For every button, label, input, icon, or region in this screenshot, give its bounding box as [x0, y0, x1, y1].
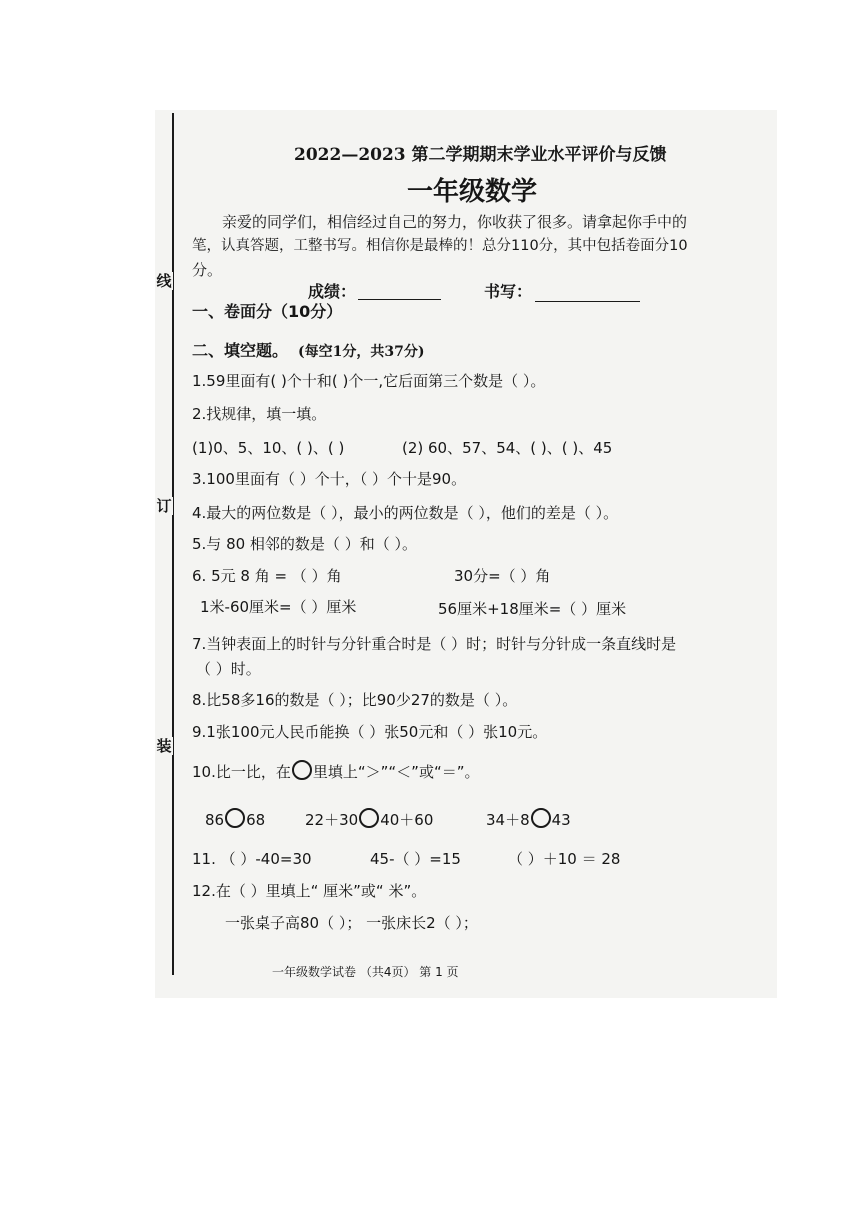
question-6d: 56厘米+18厘米=（ ）厘米 [438, 600, 627, 618]
question-10-prefix: 10.比一比，在 [192, 763, 291, 781]
question-8: 8.比58多16的数是（ ）；比90少27的数是（ ）。 [192, 691, 518, 709]
question-12: 12.在（ ）里填上“ 厘米”或“ 米”。 [192, 882, 427, 900]
question-4: 4.最大的两位数是（ ），最小的两位数是（ ），他们的差是（ ）。 [192, 504, 619, 522]
compare-circle-icon [292, 760, 312, 780]
compare-item-1 [205, 808, 265, 830]
intro-line-1: 亲爱的同学们，相信经过自己的努力，你收获了很多。请拿起你手中的 [222, 213, 688, 231]
question-12a: 一张桌子高80（ ）； 一张床长2（ ）； [225, 914, 478, 932]
writing-label: 书写： [484, 282, 533, 301]
compare-item-3 [486, 808, 571, 830]
question-11c: （ ）＋10 ＝ 28 [508, 850, 621, 868]
question-10 [192, 760, 480, 782]
compare-1-right: 68 [246, 811, 266, 829]
binding-line [172, 113, 174, 975]
compare-1-left: 86 [205, 811, 225, 829]
exam-title: 2022—2023 第二学期期末学业水平评价与反馈 [294, 145, 667, 165]
section-2-title: 二、填空题。 [192, 341, 289, 360]
question-2: 2.找规律，填一填。 [192, 405, 327, 423]
question-10-suffix: 里填上“＞”“＜”或“＝”。 [312, 763, 480, 781]
binding-mark-bottom: 装 [156, 737, 172, 755]
score-field[interactable] [358, 299, 441, 300]
section-1-title: 一、卷面分（10分） [192, 302, 343, 321]
question-11b: 45-（ ）=15 [370, 850, 461, 868]
compare-3-left: 34＋8 [486, 811, 530, 829]
question-2-part-1: (1)0、5、10、( )、( ) [192, 439, 345, 457]
compare-2-circle[interactable] [359, 808, 379, 828]
question-6b: 30分=（ ）角 [454, 567, 551, 585]
compare-2-left: 22＋30 [305, 811, 359, 829]
question-7-line-2: （ ）时。 [196, 660, 261, 678]
question-1: 1.59里面有( )个十和( )个一,它后面第三个数是（ ）。 [192, 372, 546, 390]
question-11a: 11. （ ）-40=30 [192, 850, 312, 868]
compare-2-right: 40＋60 [380, 811, 434, 829]
section-2-note: (每空1分，共37分) [298, 344, 425, 360]
compare-item-2 [305, 808, 433, 830]
question-5: 5.与 80 相邻的数是（ ）和（ ）。 [192, 535, 417, 553]
subject-title: 一年级数学 [407, 177, 538, 207]
compare-3-right: 43 [551, 811, 571, 829]
binding-mark-middle: 订 [156, 497, 172, 515]
intro-line-3: 分。 [192, 261, 223, 279]
intro-line-2: 笔，认真答题，工整书写。相信你是最棒的！总分110分，其中包括卷面分10 [192, 238, 688, 254]
question-6c: 1米-60厘米=（ ）厘米 [200, 598, 357, 616]
question-9: 9.1张100元人民币能换（ ）张50元和（ ）张10元。 [192, 723, 548, 741]
compare-3-circle[interactable] [531, 808, 551, 828]
binding-mark-top: 线 [156, 272, 172, 290]
page-footer: 一年级数学试卷 （共4页） 第 1 页 [272, 965, 459, 979]
question-6a: 6. 5元 8 角 = （ ）角 [192, 567, 342, 585]
compare-1-circle[interactable] [225, 808, 245, 828]
question-2-part-2: (2) 60、57、54、( )、( )、45 [402, 439, 613, 457]
score-label: 成绩： [308, 282, 357, 301]
question-7-line-1: 7.当钟表面上的时针与分针重合时是（ ）时；时针与分针成一条直线时是 [192, 635, 677, 653]
question-3: 3.100里面有（ ）个十，（ ）个十是90。 [192, 470, 467, 488]
writing-field[interactable] [535, 301, 640, 302]
